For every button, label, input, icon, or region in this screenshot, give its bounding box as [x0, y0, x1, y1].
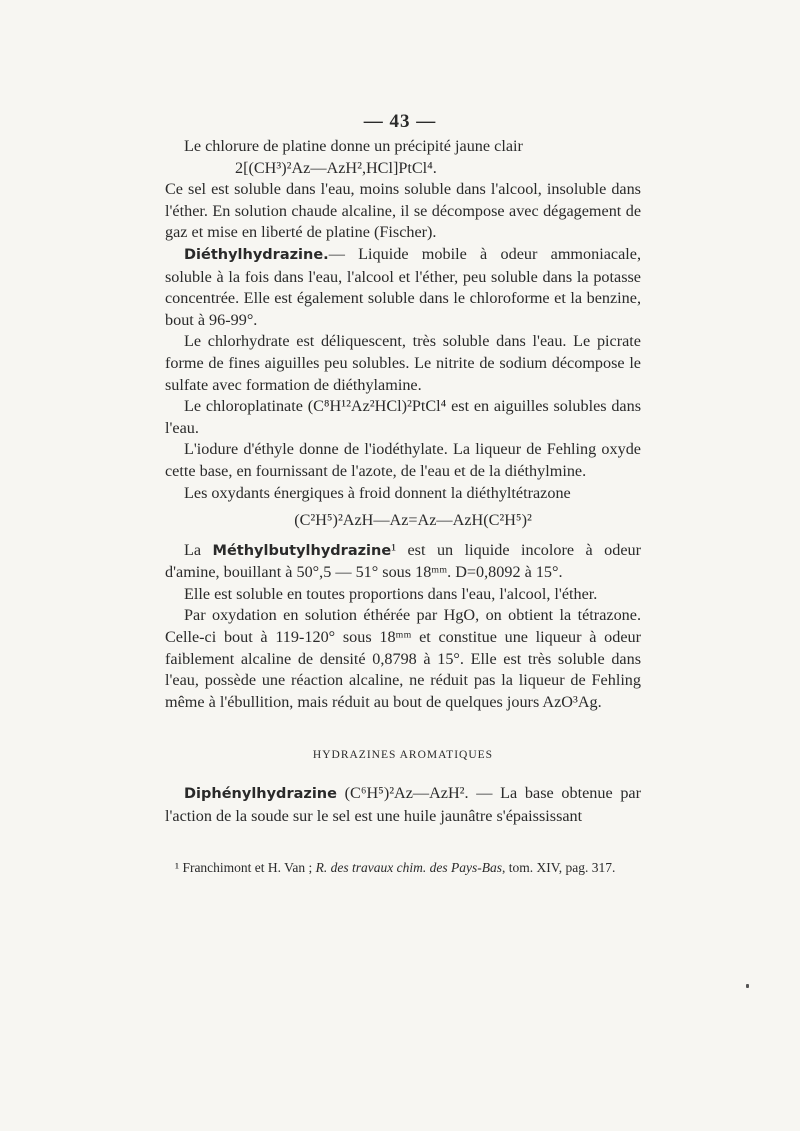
footnote: [165, 858, 641, 877]
paragraph: Le chloroplatinate (C⁸H¹²Az²HCl)²PtCl⁴ est en aiguilles solubles dans l'eau.: [165, 397, 641, 437]
paragraph: [165, 540, 641, 584]
footnote-text: , tom. XIV, pag. 317.: [502, 860, 616, 875]
formula: 2[(CH³)²Az—AzH²,HCl]PtCl⁴.: [235, 158, 437, 177]
paragraph: Le chlorhydrate est déliquescent, très soluble dans l'eau. Le picrate forme de fines aiguilles peu solubles. Le nitrite de sodium décompose le sulfate avec formation de diéthylamine.: [165, 332, 641, 394]
formula: (C²H⁵)²AzH—Az=Az—AzH(C²H⁵)²: [294, 511, 532, 530]
term-methylbutylhydrazine: Méthylbutylhydrazine: [212, 542, 392, 559]
paragraph-text: — Liquide mobile à odeur ammoniacale, soluble à la fois dans l'eau, l'alcool et l'éther, peu soluble dans la potasse concentrée. Elle est également soluble dans le chloroforme et la benzine, bout à 96-99°.: [165, 244, 641, 329]
page-number: — 43 —: [363, 111, 437, 132]
paragraph: Le chlorure de platine donne un précipité jaune clair: [184, 137, 523, 155]
print-speck: [746, 984, 749, 988]
footnote-journal: R. des travaux chim. des Pays-Bas: [315, 860, 503, 875]
term-diethylhydrazine: Diéthylhydrazine.: [184, 246, 329, 263]
body-text: [165, 136, 641, 827]
term-diphenylhydrazine: Diphénylhydrazine: [184, 786, 337, 803]
paragraph-text: La: [184, 540, 213, 559]
paragraph-text: est un liquide incolore à odeur d'amine, bouillant à 50°,5 — 51° sous 18ᵐᵐ. D=0,8092 à 15°.: [165, 540, 641, 582]
footnote-text: Franchimont et H. Van ;: [179, 860, 316, 875]
footnote-mark: ¹: [175, 860, 180, 875]
paragraph: Les oxydants énergiques à froid donnent la diéthyltétrazone: [184, 483, 571, 502]
paragraph: Ce sel est soluble dans l'eau, moins soluble dans l'alcool, insoluble dans l'éther. En solution chaude alcaline, il se décompose avec dégagement de gaz et mise en liberté de platine (Fischer).: [165, 180, 641, 242]
footnote-ref: ¹: [391, 540, 397, 559]
paragraph: Elle est soluble en toutes proportions dans l'eau, l'alcool, l'éther.: [184, 584, 598, 603]
paragraph: L'iodure d'éthyle donne de l'iodéthylate. La liqueur de Fehling oxyde cette base, en fournissant de l'azote, de l'eau et de la diéthylmine.: [165, 440, 641, 480]
paragraph: [165, 244, 641, 331]
section-heading: HYDRAZINES AROMATIQUES: [312, 749, 494, 762]
paragraph: Par oxydation en solution éthérée par HgO, on obtient la tétrazone. Celle-ci bout à 119-120° sous 18ᵐᵐ et constitue une liqueur à odeur faiblement alcaline de densité 0,8798 à 15°. Elle est très soluble dans l'eau, possède une réaction alcaline, ne réduit pas la liqueur de Fehling même à l'ébullition, mais réduit au bout de quelques jours AzO³Ag.: [165, 606, 641, 711]
paragraph: [165, 783, 641, 827]
paragraph-text: (C⁶H⁵)²Az—AzH². — La base obtenue par l'action de la soude sur le sel est une huile jaunâtre s'épaississant: [165, 784, 641, 825]
